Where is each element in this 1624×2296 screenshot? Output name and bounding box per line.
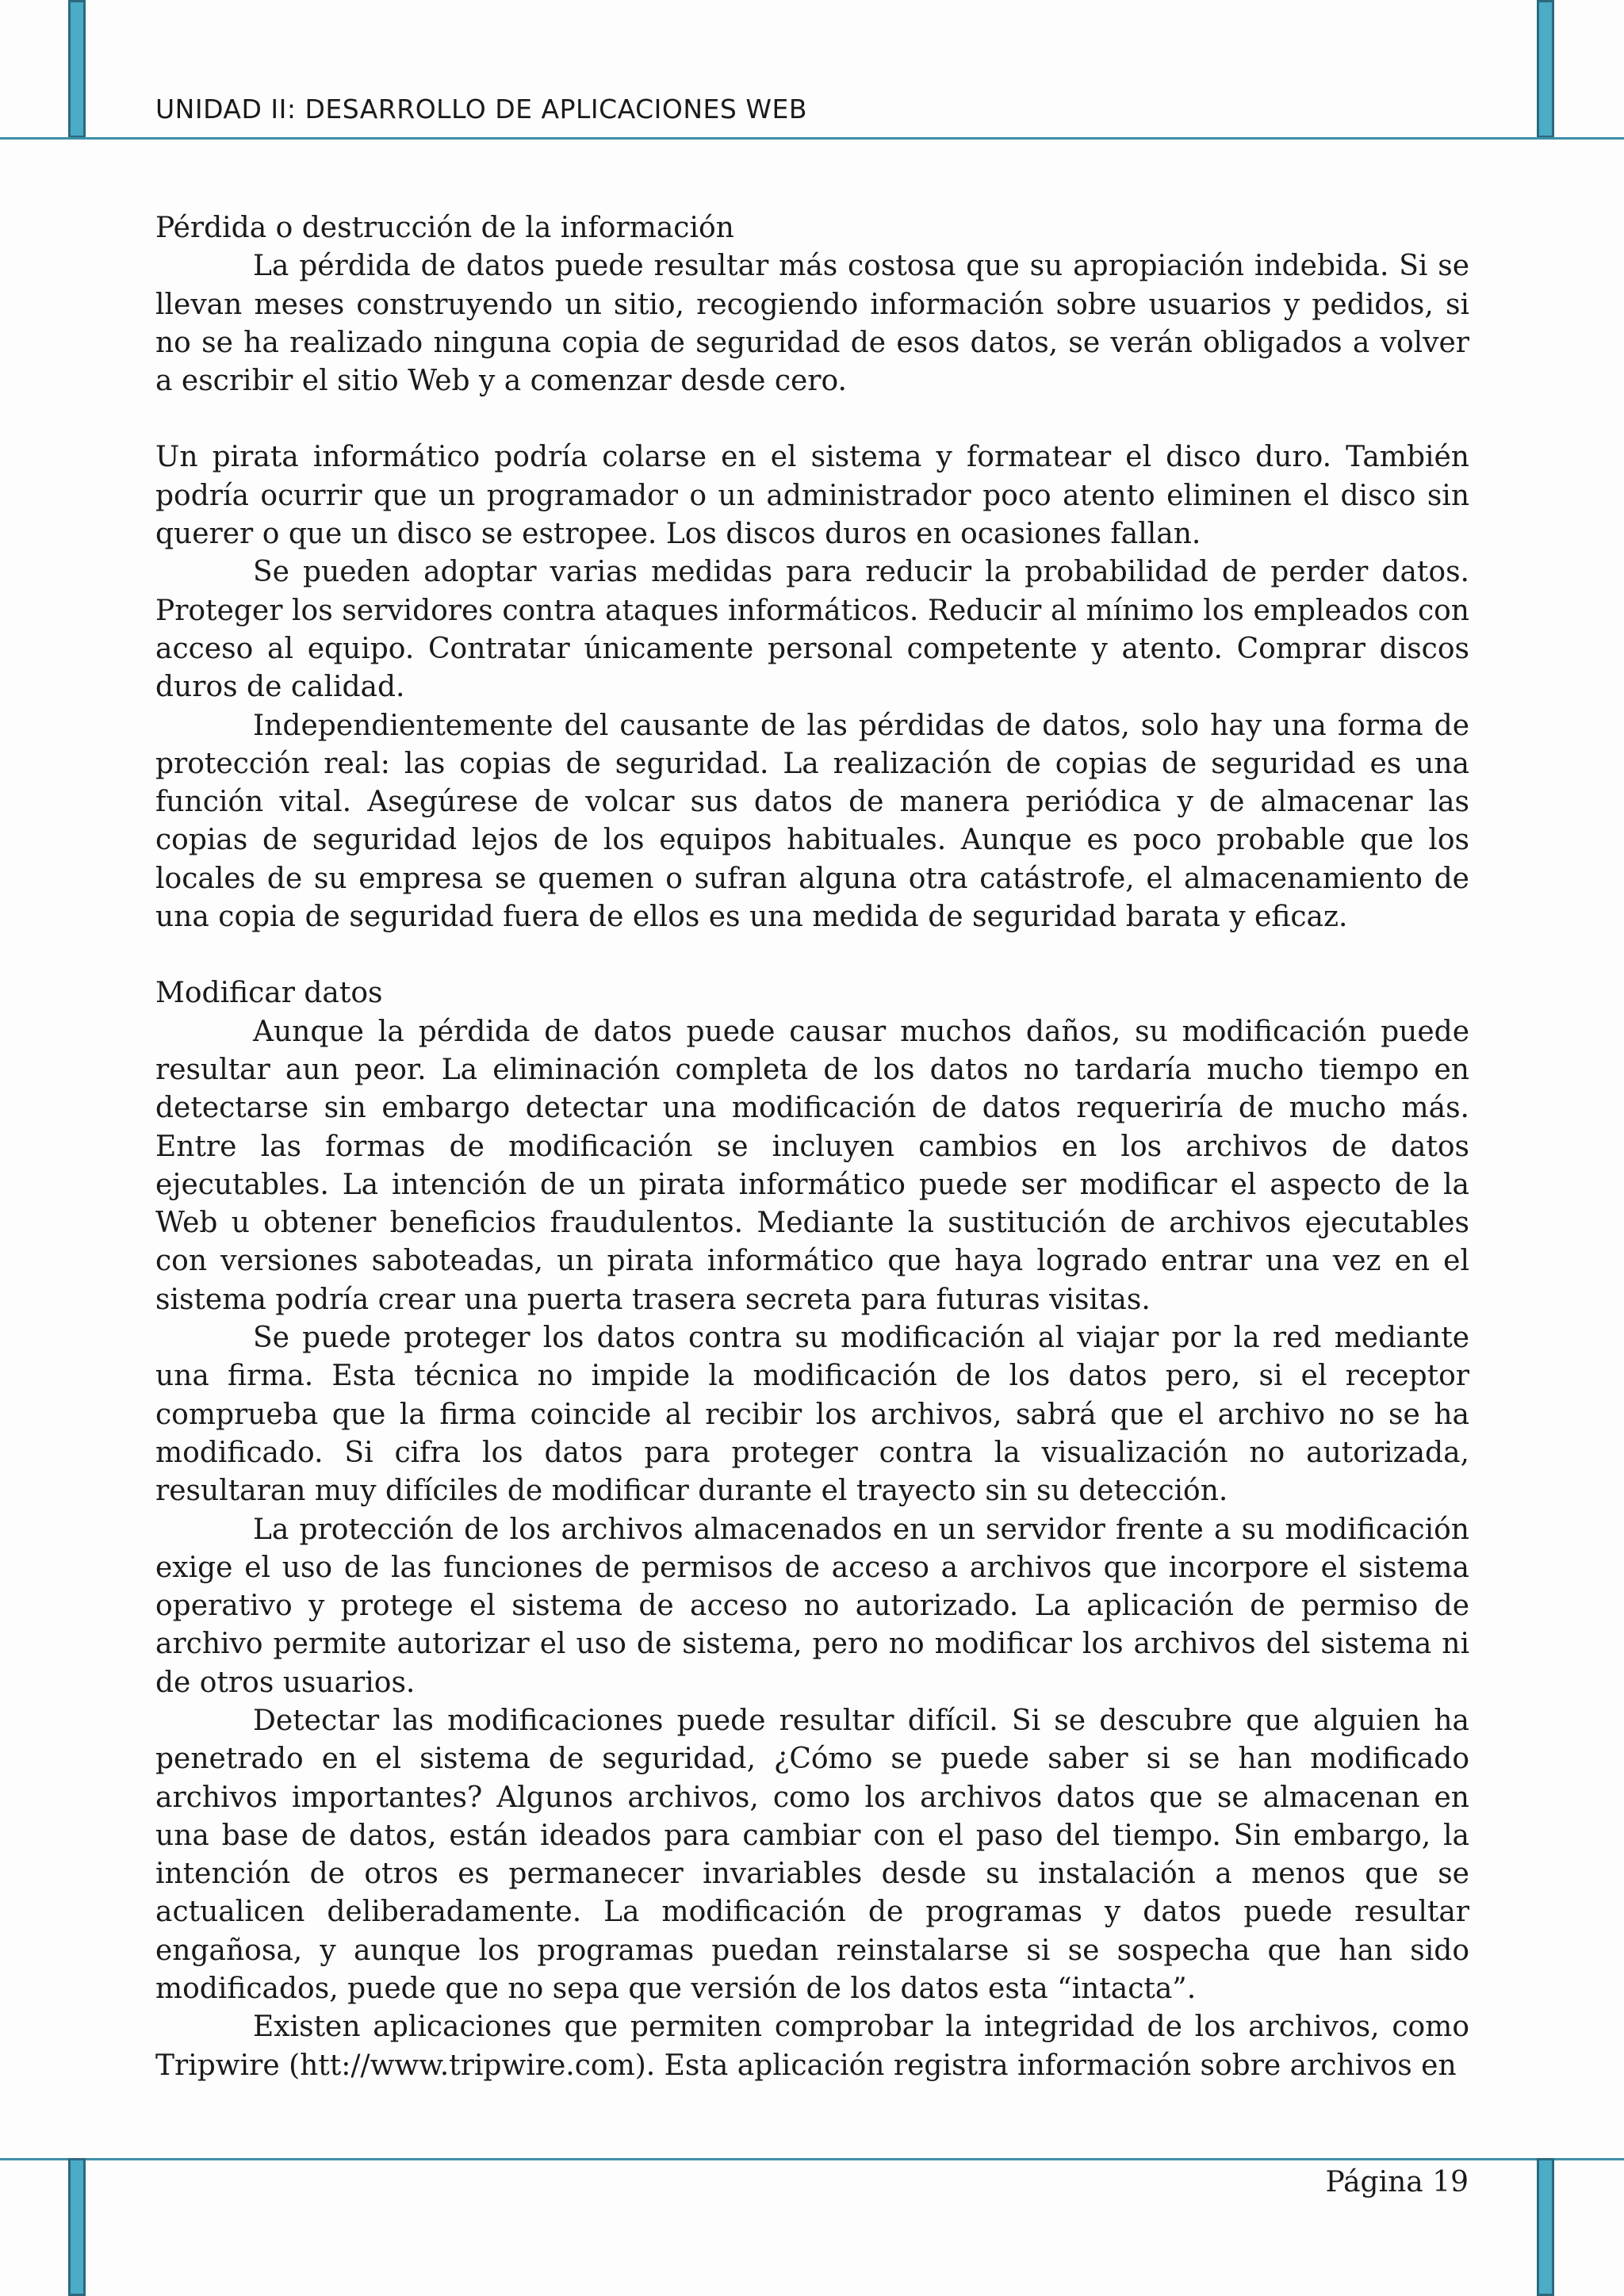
paragraph: Se puede proteger los datos contra su modificación al viajar por la red mediante una firma. Esta técnica no impide la modificación de los datos pero, si el receptor comprueba que la firma coincide al recibir los archivos, sabrá que el archivo no se ha modificado. Si cifra los datos para proteger contra la visualización no autorizada, resultaran muy difíciles de modificar durante el trayecto sin su detección.: [155, 1322, 1469, 1508]
paragraph: Independientemente del causante de las pérdidas de datos, solo hay una forma de protección real: las copias de seguridad. La realización de copias de seguridad es una función vital. Asegúrese de volcar sus datos de manera periódica y de almacenar las copias de seguridad lejos de los equipos habituales. Aunque es poco probable que los locales de su empresa se quemen o sufran alguna otra catástrofe, el almacenamiento de una copia de seguridad fuera de ellos es una medida de seguridad barata y eficaz.: [155, 709, 1469, 934]
footer-left-bar: [68, 2158, 86, 2296]
paragraph-gap: [155, 936, 1469, 974]
paragraph: La pérdida de datos puede resultar más costosa que su apropiación indebida. Si se llevan meses construyendo un sitio, recogiendo información sobre usuarios y pedidos, si no se ha realizado ninguna copia de seguridad de esos datos, se verán obligados a volver a escribir el sitio Web y a comenzar desde cero.: [155, 250, 1469, 398]
paragraph: Aunque la pérdida de datos puede causar muchos daños, su modificación puede resultar aun peor. La eliminación completa de los datos no tardaría mucho tiempo en detectarse sin embargo detectar una modificación de datos requeriría de mucho más. Entre las formas de modificación se incluyen cambios en los archivos de datos ejecutables. La intención de un pirata informático puede ser modificar el aspecto de la Web u obtener beneficios fraudulentos. Mediante la sustitución de archivos ejecutables con versiones saboteadas, un pirata informático que haya logrado entrar una vez en el sistema podría crear una puerta trasera secreta para futuras visitas.: [155, 1015, 1469, 1316]
document-body: [155, 209, 1469, 2085]
paragraph: Detectar las modificaciones puede resultar difícil. Si se descubre que alguien ha penetrado en el sistema de seguridad, ¿Cómo se puede saber si se han modificado archivos importantes? Algunos archivos, como los archivos datos que se almacenan en una base de datos, están ideados para cambiar con el paso del tiempo. Sin embargo, la intención de otros es permanecer invariables desde su instalación a menos que se actualicen deliberadamente. La modificación de programas y datos puede resultar engañosa, y aunque los programas puedan reinstalarse si se sospecha que han sido modificados, puede que no sepa que versión de los datos esta “intacta”.: [155, 1704, 1469, 2006]
page-number: Página 19: [1325, 2166, 1469, 2198]
paragraph: Un pirata informático podría colarse en el sistema y formatear el disco duro. También podría ocurrir que un programador o un administrador poco atento eliminen el disco sin querer o que un disco se estropee. Los discos duros en ocasiones fallan.: [155, 441, 1469, 551]
paragraph: Existen aplicaciones que permiten comprobar la integridad de los archivos, como Tripwire (htt://www.tripwire.com). Esta aplicación registra información sobre archivos en: [155, 2011, 1469, 2082]
footer-rule: [0, 2158, 1624, 2160]
header-left-bar: [68, 0, 86, 138]
header-right-bar: [1537, 0, 1554, 138]
section-heading: Pérdida o destrucción de la información: [155, 212, 734, 244]
paragraph: Se pueden adoptar varias medidas para reducir la probabilidad de perder datos. Proteger los servidores contra ataques informáticos. Reducir al mínimo los empleados con acceso al equipo. Contratar únicamente personal competente y atento. Comprar discos duros de calidad.: [155, 556, 1469, 704]
header-rule: [0, 137, 1624, 140]
running-header: UNIDAD II: DESARROLLO DE APLICACIONES WEB: [155, 94, 807, 124]
section-heading: Modificar datos: [155, 977, 383, 1010]
paragraph: La protección de los archivos almacenados en un servidor frente a su modificación exige el uso de las funciones de permisos de acceso a archivos que incorpore el sistema operativo y protege el sistema de acceso no autorizado. La aplicación de permiso de archivo permite autorizar el uso de sistema, pero no modificar los archivos del sistema ni de otros usuarios.: [155, 1513, 1469, 1699]
paragraph-gap: [155, 400, 1469, 438]
footer-right-bar: [1537, 2158, 1554, 2296]
